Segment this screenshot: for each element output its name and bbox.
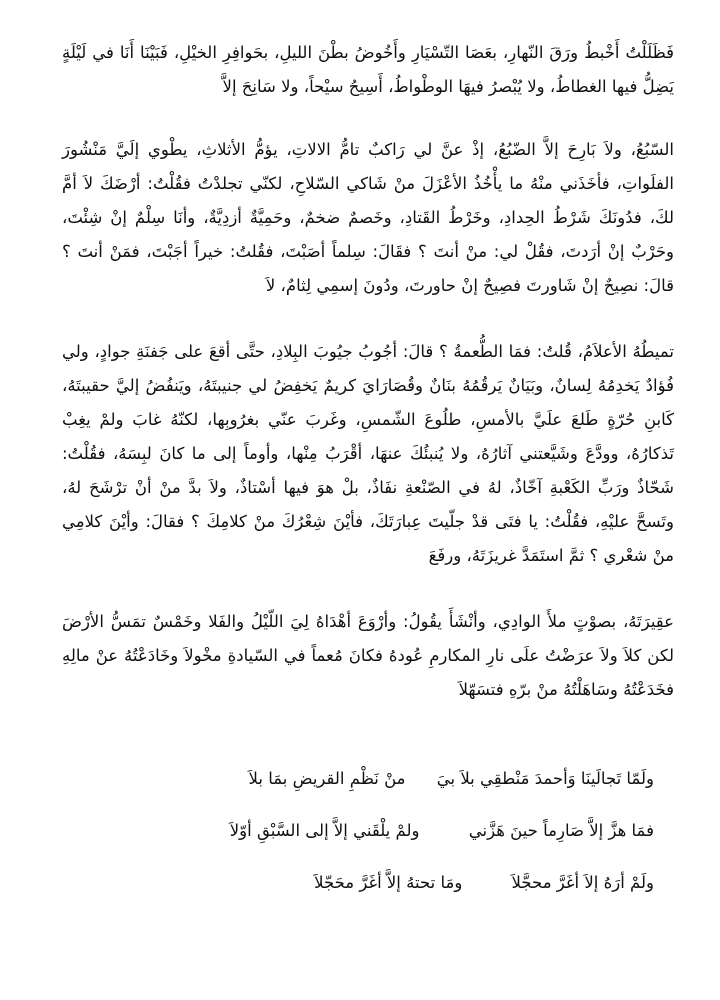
verse-3 (62, 866, 654, 900)
text-line: ويَنفُضُ إليَّ حقيبتَهُ، كَابنِ حُرّةٍ طَلعَ علَيَّ بالأمسِ، طلُوعَ الشّمسِ، وغَربَ عنّي (62, 376, 674, 429)
text-line: فَظَلَلْتُ أَخْبطُ ورَقَ النّهارِ، بعَصَا التّسْيَارِ وأَخُوضُ بطْنَ الليلِ، بحَوافِرِ الخيْلِ، فَبَيْنَا أَنَا (113, 43, 674, 62)
text-line: السّبُعُ، ولاَ بَارِحَ إلاَّ الضّبُعُ، إذْ عنَّ لي رَاكبٌ تامُّ الالاتِ، يؤمُّ الأثلاثِ، يطْوي إلَيَّ (107, 140, 674, 159)
text-line: أرْضَكَ لاَ أمَّ لكَ، فدُونَكَ شَرْطُ الحِدادِ، وخَرْطُ القَتادِ، وخَصمٌ ضخمٌ، وحَمِيَّةٌ أزدِيَّةٌ، وأنَا (62, 174, 674, 227)
paragraph-4 (62, 605, 674, 707)
text-line: هوَ فيها أسْتاذٌ، ولاَ بدَّ منْ أنْ ترْشَحَ لهُ، وتَسحَّ عليْهِ، فقُلْتُ: يا فتَى قدْ جلّيتَ عِبارَتَكَ، (62, 478, 674, 531)
text-line: الأرْضَ لكن كلاَ ولاَ عرَضْتُ علَى نارِ المكارمِ عُودهُ فكانَ مُعماً في السّيادةِ مخْولاَ (62, 612, 674, 665)
verse-first-hemistich: ولَمْ أرَهُ إلاَ أغَرَّ محجَّلاَ (511, 873, 654, 892)
verse-second-hemistich: ولمْ يلْقَني إلاَّ إلى السَّبْقِ أوّلاَ (229, 821, 420, 840)
text-line: سِلْمٌ إنْ شِئْتَ، وحَرْبٌ إنْ أرَدتَ، فقُلْ لي: منْ أنتَ ؟ فقَالَ: سِلماً أصَبْتَ، فقُلتُ: خيراً (62, 208, 674, 261)
text-line: في لَيْلَةٍ يَضِلُّ فيها الغطاطُ، ولا يُبْصرُ فيهَا الوطْواطُ، أَسِيحُ سيْحاً، ولا سَانِحَ إلاَّ (62, 43, 674, 96)
text-line: جوادٍ، ولي فُؤادٌ يَخدِمُهُ لِسانٌ، وبَيَانٌ يَرقُمُهُ بنَانٌ وقُصَارَايَ كريمٌ يَخفِضُ لي جنيبتَهُ، (62, 342, 675, 395)
text-line: أجَبْتَ، فمَنْ أنتَ ؟ قالَ: نصِيحٌ إنْ شَاورتَ فصِيحٌ إنْ حاورتَ، ودُونَ إسمِي لِثامٌ، لاَ (62, 242, 674, 295)
verse-2 (62, 814, 654, 848)
verse-first-hemistich: فمَا هزَّ إلاَّ صَارِماً حينَ هَزَّني (468, 821, 654, 840)
text-line: عقِيرَتَهُ، بصوْتٍ ملأَ الوادِي، وأنْشَأَ يقُولُ: وأرْوَعَ أهْدَاهُ لِيَ اللّيْلُ والفَلا وخَمْسٌ تمَسُّ (103, 612, 674, 631)
paragraph-2 (62, 133, 674, 303)
text-line: مِنْها، وأوماً إلى ما كانَ لبِسَهُ، فقُلْتُ: شَحّاذٌ ورَبِّ الكَعْبةِ آخّاذٌ، لهُ في الصّنْعةِ نفَاذٌ، بلْ (62, 444, 674, 497)
verse-first-hemistich: ولَمّا تَجالَينَا وَأحمدَ مَنْطقِي بلاَ بيَ (436, 769, 654, 788)
text-line: وخَادَعْتُهُ عنْ مالِهِ فخَدَعْتُهُ وسَاهَلْتُهُ منْ برّهِ فتسَهّلاَ (62, 646, 674, 699)
verse-1 (62, 762, 654, 796)
verse-second-hemistich: منْ نَظْمِ القريضِ بمَا بلاَ (248, 769, 406, 788)
paragraph-1 (62, 36, 674, 104)
paragraph-3 (62, 335, 674, 573)
verse-second-hemistich: ومَا تحتهُ إلاَّ أغَرَّ محَجّلاَ (314, 873, 463, 892)
text-line: بغرُوبِها، لكنّهُ غابَ ولمْ يغِبْ تَذكارُهُ، وودَّعَ وشَيَّعتني آثارُهُ، ولا يُنبئُكَ عنهَا، أقْرَبُ (62, 410, 675, 463)
text-line: مَنْشُورَ الفلَواتِ، فأخَذَني منْهُ ما يأْخُذُ الأعْزَلَ منْ شَاكي السّلاحِ، لكنّي تجلدْتُ فقُلْتُ: (62, 140, 674, 193)
text-line: فأيْنَ شِعْرُكَ منْ كلامِكَ ؟ فقالَ: وأيْنَ كلامِي منْ شعْري ؟ ثمَّ استَمَدَّ غريزَتَهُ، ورفَعَ (62, 512, 674, 565)
text-line: تميطُهُ الأعلاَمُ، قُلتُ: فمَا الطُّعمةُ ؟ قالَ: أجُوبُ جيُوبَ البِلادِ، حتَّى أقعَ على جَفنَةِ (130, 342, 674, 361)
